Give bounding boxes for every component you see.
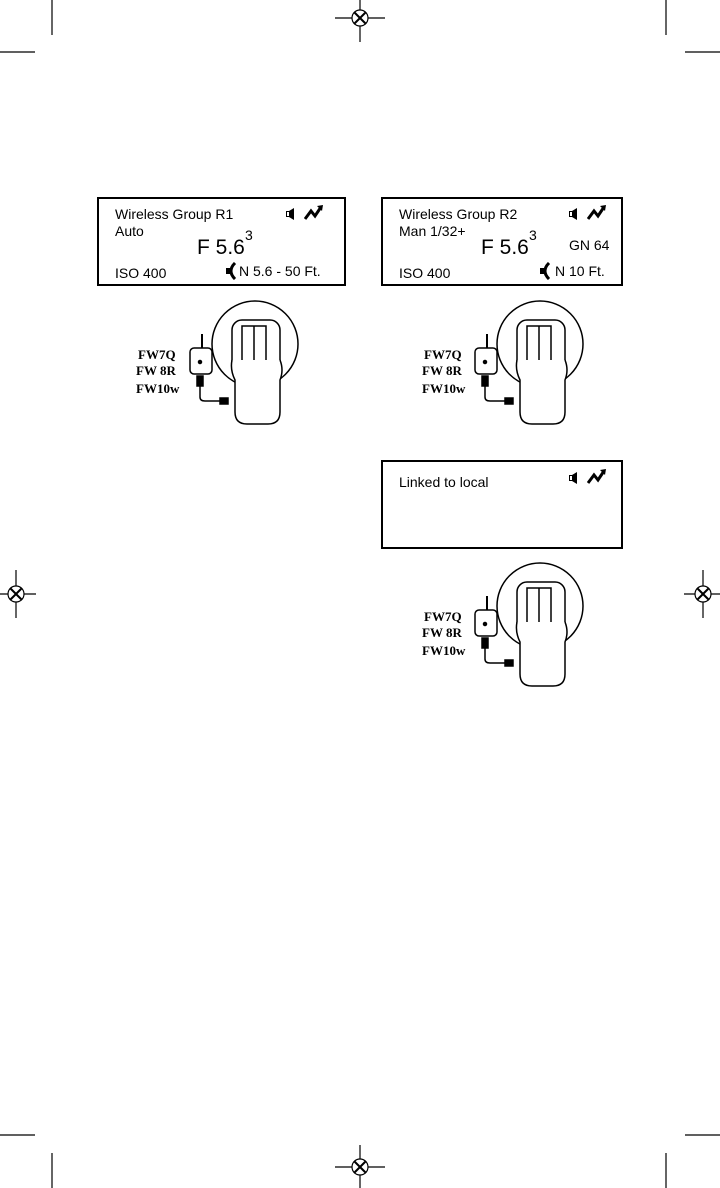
iso-value: ISO 400	[399, 265, 451, 281]
transmitter-label: FW7Q	[424, 609, 462, 624]
speaker-icon	[285, 207, 297, 221]
flash-with-transmitter-illustration	[465, 300, 600, 428]
aperture-superscript: 3	[529, 227, 537, 243]
range-icon	[539, 262, 551, 280]
transmitter-label: FW 8R	[422, 625, 462, 640]
aperture-value: F 5.6	[197, 236, 245, 259]
link-icon	[587, 469, 607, 485]
guide-number: GN 64	[569, 237, 610, 253]
flash-range: N 10 Ft.	[555, 263, 605, 279]
lcd-panel-local	[381, 460, 623, 549]
group-title: Wireless Group R2	[399, 206, 518, 222]
group-title: Wireless Group R1	[115, 206, 234, 222]
lcd-panel-r2	[381, 197, 623, 286]
link-status: Linked to local	[399, 474, 489, 490]
transmitter-label: FW7Q	[424, 347, 462, 362]
registration-mark-icon	[335, 1145, 385, 1188]
speaker-icon	[568, 471, 580, 485]
flash-with-transmitter-illustration	[180, 300, 315, 428]
transmitter-label: FW10w	[422, 643, 466, 658]
iso-value: ISO 400	[115, 265, 167, 281]
flash-mode: Auto	[115, 223, 144, 239]
registration-mark-icon	[684, 570, 720, 618]
flash-mode: Man 1/32+	[399, 223, 466, 239]
link-icon	[304, 205, 324, 221]
flash-range: N 5.6 - 50 Ft.	[239, 263, 321, 279]
link-icon	[587, 205, 607, 221]
lcd-panel-r1	[97, 197, 346, 286]
range-icon	[225, 262, 237, 280]
registration-mark-icon	[0, 570, 36, 618]
aperture-superscript: 3	[245, 227, 253, 243]
registration-mark-icon	[335, 0, 385, 42]
transmitter-label: FW7Q	[138, 347, 176, 362]
transmitter-label: FW10w	[422, 381, 466, 396]
flash-with-transmitter-illustration	[465, 562, 600, 690]
transmitter-label: FW 8R	[422, 363, 462, 378]
transmitter-label: FW10w	[136, 381, 180, 396]
transmitter-label: FW 8R	[136, 363, 176, 378]
aperture-value: F 5.6	[481, 236, 529, 259]
speaker-icon	[568, 207, 580, 221]
